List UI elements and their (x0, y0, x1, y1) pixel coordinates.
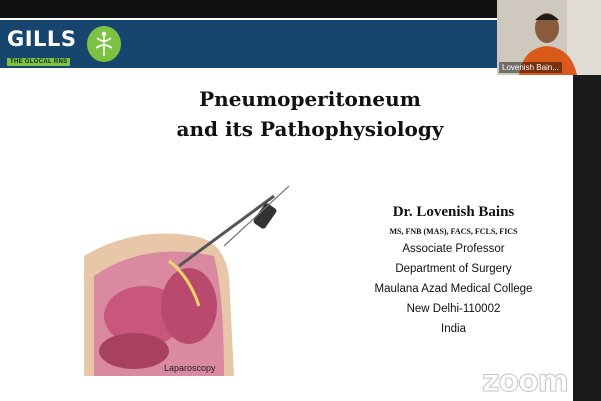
author-position: Associate Professor (402, 243, 505, 255)
slide-title (150, 84, 470, 144)
author-city: New Delhi-110002 (406, 303, 501, 315)
author-name: Dr. Lovenish Bains (392, 204, 515, 220)
author-country: India (441, 323, 466, 335)
side-strip (573, 75, 601, 401)
illustration-caption: Laparoscopy (164, 363, 216, 373)
globe-icon (87, 26, 121, 62)
gills-logo (3, 24, 123, 68)
shared-slide (0, 18, 573, 401)
author-institution: Maulana Azad Medical College (374, 283, 533, 295)
logo-text: GILLS (7, 27, 77, 51)
zoom-watermark: zoom (482, 364, 568, 399)
participant-name: Lovenish Bain... (499, 62, 562, 73)
author-credentials: MS, FNB (MAS), FACS, FCLS, FICS (389, 227, 518, 236)
participant-video-tile[interactable] (497, 0, 601, 75)
logo-tagline: THE GLOCAL RNS (7, 58, 70, 66)
author-block (356, 204, 551, 336)
laparoscopy-illustration (74, 186, 304, 386)
title-line-1: Pneumoperitoneum (199, 87, 421, 111)
author-department: Department of Surgery (395, 263, 512, 275)
slide-header-bar (0, 20, 573, 68)
title-line-2: and its Pathophysiology (176, 117, 444, 141)
